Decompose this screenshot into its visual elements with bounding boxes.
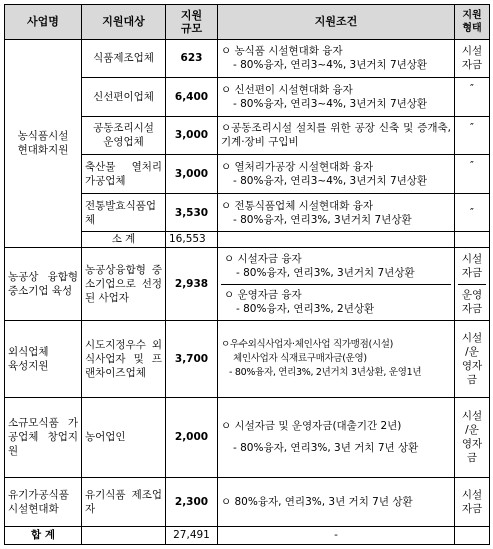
table-row: [5, 477, 490, 526]
scale-cell: 3,000: [166, 155, 218, 194]
condition-line: - 80%융자, 연리3%, 2년거치 3년상환, 운영1년: [229, 366, 422, 378]
conditions-cell: [218, 320, 455, 397]
condition-line: ㅇ우수외식사업자·체인사업 직가맹점(시설): [221, 338, 394, 350]
form-cell: ″: [455, 193, 490, 232]
total-row: [5, 526, 490, 544]
condition-line: - 80%융자, 연리3~4%, 3년거치 7년상환: [233, 59, 428, 72]
business-cell: 외식업체 육성지원: [5, 320, 82, 397]
condition-line: ㅇ 80%융자, 연리3%, 3년 거치 7년 상환: [221, 495, 413, 508]
table-row: [5, 397, 490, 477]
condition-line: ㅇ 열처리가공장 시설현대화 융자: [221, 160, 374, 173]
scale-cell: 2,300: [166, 477, 218, 526]
header-business: 사업명: [5, 5, 82, 40]
scale-cell: 2,000: [166, 397, 218, 477]
scale-cell: 6,400: [166, 78, 218, 117]
conditions-cell: [218, 78, 455, 117]
condition-line: - 80%융자, 연리3%, 2년상환: [236, 302, 375, 315]
form-cell: ″: [455, 116, 490, 155]
condition-line: ㅇ 시설자금 및 운영자금(대출기간 2년): [221, 420, 402, 433]
form-block: 운영 자금: [458, 284, 486, 319]
form-cell: 시설 /운 영자 금: [455, 320, 490, 397]
condition-line: - 80%융자, 연리3%, 3년 거치 7년 상환: [233, 442, 419, 455]
header-scale: 지원 규모: [166, 5, 218, 40]
header-target: 지원대상: [82, 5, 166, 40]
conditions-cell: [218, 116, 455, 155]
target-cell: 신선편이업체: [82, 78, 166, 117]
conditions-cell: [218, 397, 455, 477]
condition-block: [221, 284, 451, 319]
form-cell: [455, 247, 490, 320]
header-conditions: 지원조건: [218, 5, 455, 40]
table-row: [5, 320, 490, 397]
business-cell: 농공상 융합형 중소기업 육성: [5, 247, 82, 320]
business-cell: 농식품시설 현대화지원: [5, 39, 82, 247]
form-block: 시설 자금: [461, 252, 483, 279]
header-support-form: 지원 형태: [455, 5, 490, 40]
scale-cell: 623: [166, 39, 218, 78]
target-cell: 농어업인: [82, 397, 166, 477]
condition-line: ㅇ 시설자금 융자: [224, 252, 302, 265]
condition-line: - 80%융자, 연리3%, 3년거치 7년상환: [236, 266, 415, 279]
condition-line: - 80%융자, 연리3~4%, 3년거치 7년상환: [233, 97, 428, 110]
conditions-cell: [218, 155, 455, 194]
header-row: [5, 5, 490, 40]
total-target-empty: [82, 526, 166, 544]
total-value: 27,491: [166, 526, 218, 544]
condition-line: - 80%융자, 연리3%, 3년거치 7년상환: [233, 213, 412, 226]
scale-cell: 3,000: [166, 116, 218, 155]
total-form-empty: [455, 526, 490, 544]
target-cell: 유기식품 제조업자: [82, 477, 166, 526]
condition-line: ㅇ공동조리시설 설치를 위한 공장 신축 및 증개축, 기계·장비 구입비: [221, 122, 451, 149]
form-cell: 시설 /운 영자 금: [455, 397, 490, 477]
scale-cell: 3,700: [166, 320, 218, 397]
conditions-cell: [218, 193, 455, 232]
support-program-table-wrapper: [4, 4, 489, 545]
target-cell: 시도지정우수 외식사업자 및 프랜차이즈업체: [82, 320, 166, 397]
business-cell: 소규모식품 가공업체 창업지원: [5, 397, 82, 477]
form-cell: ″: [455, 155, 490, 194]
scale-cell: 3,530: [166, 193, 218, 232]
support-program-table: [4, 4, 490, 545]
target-cell: 공동조리시설 운영업체: [82, 116, 166, 155]
conditions-cell: [218, 39, 455, 78]
condition-line: ㅇ 신선편이 시설현대화 융자: [221, 83, 353, 96]
condition-block: [221, 249, 451, 284]
conditions-cell: [218, 477, 455, 526]
subtotal-conditions-empty: [218, 232, 455, 247]
subtotal-label: 소 계: [82, 232, 166, 247]
table-row: [5, 247, 490, 320]
form-cell: 시설 자금: [455, 39, 490, 78]
business-cell: 유기가공식품 시설현대화: [5, 477, 82, 526]
condition-line: - 80%융자, 연리3~4%, 3년거치 7년상환: [233, 174, 428, 187]
target-cell: 축산물 열처리 가공업체: [82, 155, 166, 194]
target-cell: 전통발효식품업체: [82, 193, 166, 232]
subtotal-form-empty: [455, 232, 490, 247]
form-cell: 시설 자금: [455, 477, 490, 526]
table-row: [5, 39, 490, 78]
total-label: 합 계: [5, 526, 82, 544]
total-conditions: -: [218, 526, 455, 544]
condition-line: ㅇ 운영자금 융자: [224, 288, 302, 301]
scale-cell: 2,938: [166, 247, 218, 320]
condition-line: 체인사업자 식재료구매자금(운영): [233, 352, 367, 364]
form-cell: ″: [455, 78, 490, 117]
condition-line: ㅇ 전통식품업체 시설현대화 융자: [221, 199, 374, 212]
target-cell: 식품제조업체: [82, 39, 166, 78]
target-cell: 농공상융합형 중소기업으로 선정된 사업자: [82, 247, 166, 320]
conditions-cell: [218, 247, 455, 320]
condition-line: ㅇ 농식품 시설현대화 융자: [221, 45, 343, 58]
subtotal-value: 16,553: [166, 232, 218, 247]
